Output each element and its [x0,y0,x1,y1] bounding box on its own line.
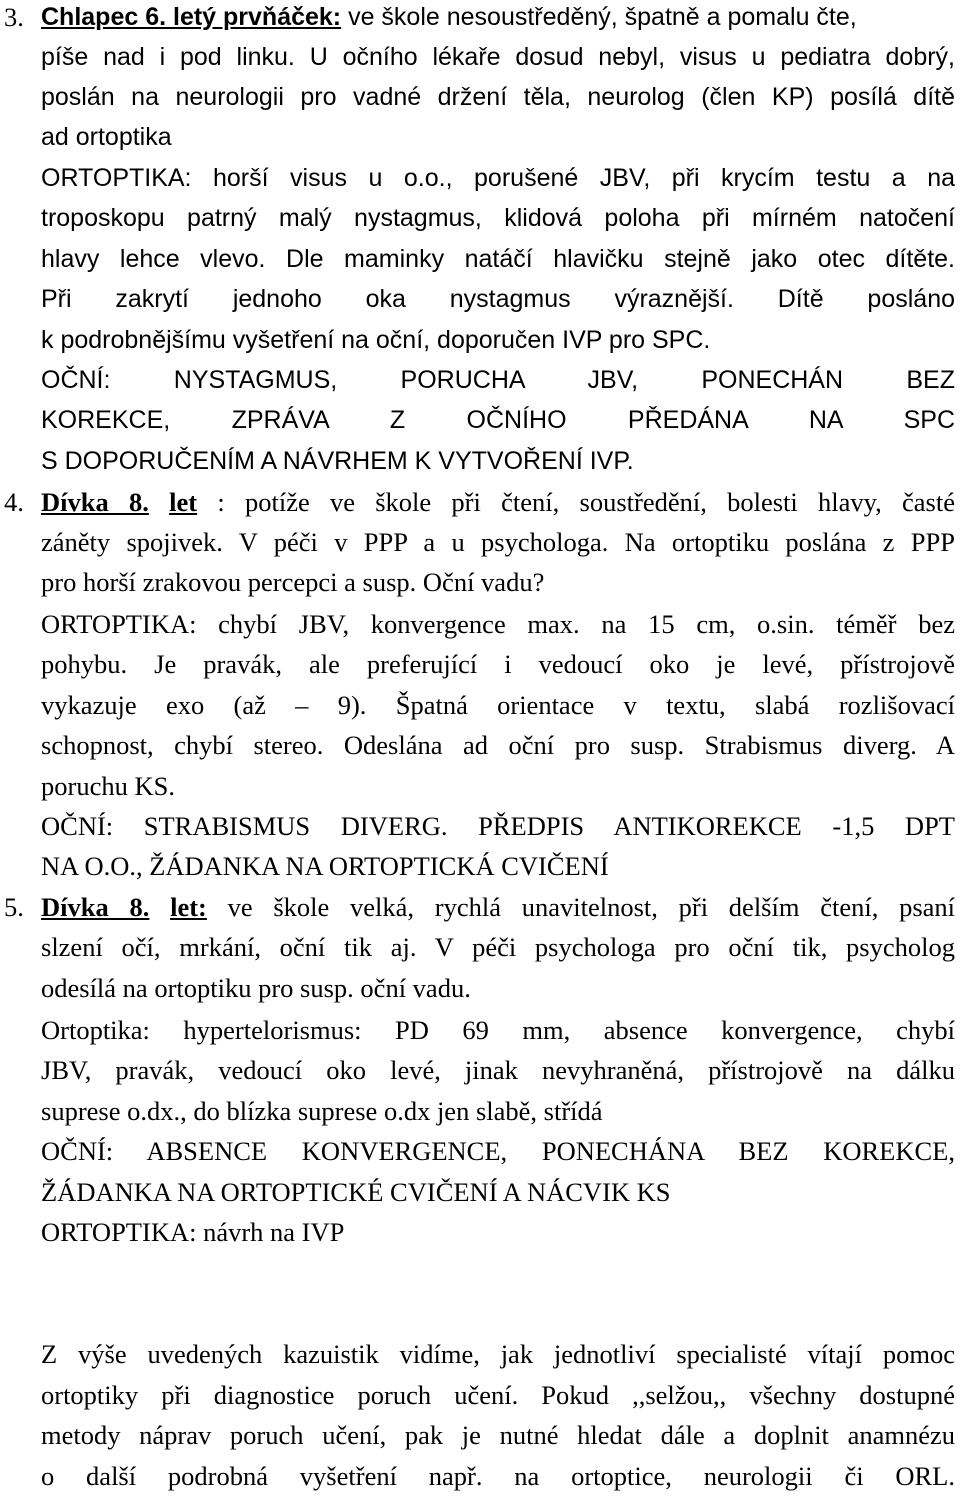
case4-line-7: poruchu KS. [41,771,175,801]
case4-line-6: schopnost, chybí stereo. Odeslána ad oční pro susp. Strabismus diverg. A [41,730,955,760]
case3-line-0 [41,0,955,37]
case4-line-0 [41,482,955,522]
case5-line-5: suprese o.dx., do blízka suprese o.dx jen slabě, střídá [41,1096,603,1126]
case3-line-3: ad ortoptika [41,123,172,151]
case3-line-10: KOREKCE, ZPRÁVA Z OČNÍHO PŘEDÁNA NA SPC [41,406,955,434]
case4-title-let: let [169,487,198,517]
case5-line-6: OČNÍ: ABSENCE KONVERGENCE, PONECHÁNA BEZ KOREKCE, [41,1136,955,1166]
case5-line-0 [41,887,955,927]
case5-title: Dívka 8. [41,892,150,922]
case3-line-5: troposkopu patrný malý nystagmus, klidová poloha při mírném natočení [41,204,955,232]
case4-line-3: ORTOPTIKA: chybí JBV, konvergence max. na 15 cm, o.sin. téměř bez [41,609,955,639]
conclusion-line-3: o další podrobná vyšetření např. na ortoptice, neurologii či ORL. [41,1461,955,1491]
case5-intro: ve škole velká, rychlá unavitelnost, při delším čtení, psaní [206,892,955,922]
case4-line-5: vykazuje exo (až – 9). Špatná orientace v textu, slabá rozlišovací [41,690,955,720]
case3-intro: ve škole nesoustředěný, špatně a pomalu čte, [341,3,857,31]
case5-line-8: ORTOPTIKA: návrh na IVP [41,1217,345,1247]
case5-line-1: slzení očí, mrkání, oční tik aj. V péči psychologa pro oční tik, psycholog [41,932,955,962]
case4-line-2: pro horší zrakovou percepci a susp. Oční vadu? [41,567,545,597]
case4-title: Dívka 8. [41,487,149,517]
case3-number: 3. [4,2,24,32]
case4-line-8: OČNÍ: STRABISMUS DIVERG. PŘEDPIS ANTIKOREKCE -1,5 DPT [41,811,955,841]
case5-line-3: Ortoptika: hypertelorismus: PD 69 mm, absence konvergence, chybí [41,1015,955,1045]
case5-line-2: odesílá na ortoptiku pro susp. oční vadu. [41,973,471,1003]
case3-line-8: k podrobnějšímu vyšetření na oční, doporučen IVP pro SPC. [41,326,711,354]
case4-intro: : potíže ve škole při čtení, soustředění, bolesti hlavy, časté [197,487,955,517]
case3-title: Chlapec 6. letý prvňáček: [41,3,342,31]
case5-line-4: JBV, pravák, vedoucí oko levé, jinak nevyhraněná, přístrojově na dálku [41,1055,955,1085]
case3-line-9: OČNÍ: NYSTAGMUS, PORUCHA JBV, PONECHÁN BEZ [41,366,955,394]
case4-line-4: pohybu. Je pravák, ale preferující i vedoucí oko je levé, přístrojově [41,649,955,679]
case4-number: 4. [4,487,24,517]
case3-line-4: ORTOPTIKA: horší visus u o.o., porušené JBV, při krycím testu a na [41,164,955,192]
conclusion-line-2: metody náprav poruch učení, pak je nutné hledat dále a doplnit anamnézu [41,1420,955,1450]
case5-title-let: let: [170,892,207,922]
case3-line-7: Při zakrytí jednoho oka nystagmus výraznější. Dítě posláno [41,285,955,313]
conclusion-line-1: ortoptiky při diagnostice poruch učení. Pokud ,,selžou,, všechny dostupné [41,1380,955,1410]
case5-number: 5. [4,892,24,922]
case3-line-1: píše nad i pod linku. U očního lékaře dosud nebyl, visus u pediatra dobrý, [41,43,955,71]
case3-line-2: poslán na neurologii pro vadné držení těla, neurolog (člen KP) posílá dítě [41,83,955,111]
case4-line-9: NA O.O., ŽÁDANKA NA ORTOPTICKÁ CVIČENÍ [41,851,609,881]
case3-line-11: S DOPORUČENÍM A NÁVRHEM K VYTVOŘENÍ IVP. [41,447,634,475]
case5-line-7: ŽÁDANKA NA ORTOPTICKÉ CVIČENÍ A NÁCVIK KS [41,1177,671,1207]
conclusion-line-0: Z výše uvedených kazuistik vidíme, jak jednotliví specialisté vítají pomoc [41,1339,955,1369]
case4-line-1: záněty spojivek. V péči v PPP a u psychologa. Na ortoptiku poslána z PPP [41,527,955,557]
case3-line-6: hlavy lehce vlevo. Dle maminky natáčí hlavičku stejně jako otec dítěte. [41,245,955,273]
